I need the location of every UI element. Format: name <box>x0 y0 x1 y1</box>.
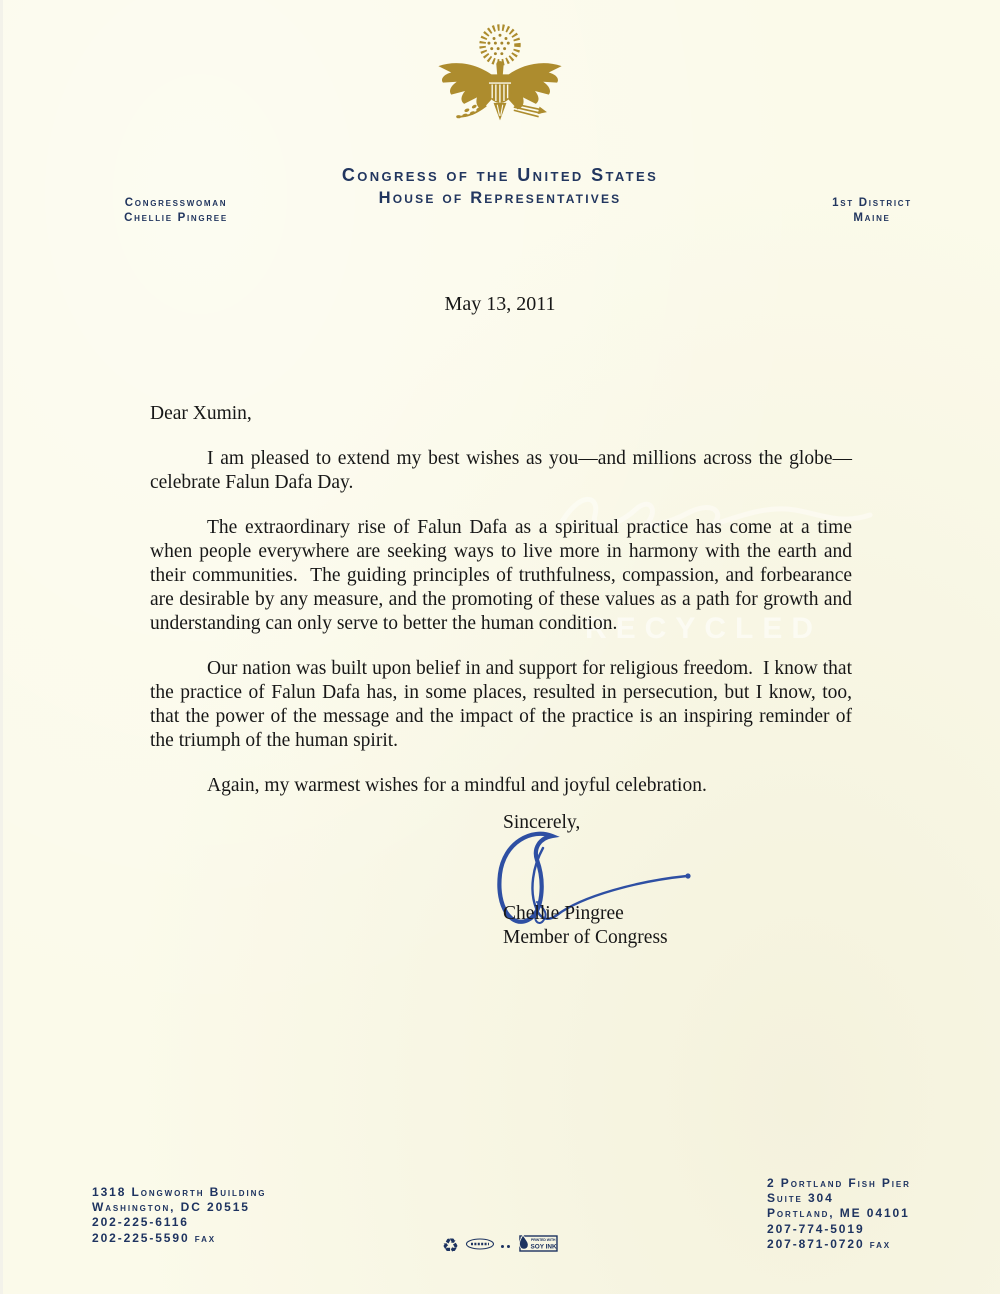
paragraph: Our nation was built upon belief in and support for religious freedom. I know that the practice of Falun Dafa has, in some places, resulted in persecution, but I know, too, that the power of the message and the impact of the practice is an inspiring reminder of the triumph of the human spirit. <box>150 658 857 751</box>
address-line: Portland, ME 04101 <box>767 1206 910 1221</box>
printing-marks <box>442 1234 558 1258</box>
salutation: Dear Xumin, <box>150 403 252 424</box>
org-name-line2: House of Representatives <box>378 189 622 207</box>
soy-ink-line2: SOY INK <box>530 1243 557 1251</box>
signer-name: Chellie Pingree <box>503 903 624 924</box>
address-line: Washington, DC 20515 <box>92 1200 250 1215</box>
great-seal-eagle-icon <box>431 20 569 154</box>
valediction: Sincerely, <box>503 812 581 833</box>
fax-line: 202-225-5590 fax <box>92 1230 217 1245</box>
letterhead-district-block <box>788 196 956 225</box>
district-line: 1st District <box>832 197 912 209</box>
fax-line: 207-871-0720 fax <box>767 1236 892 1251</box>
member-name: Chellie Pingree <box>124 211 228 224</box>
address-line: 1318 Longworth Building <box>92 1185 267 1199</box>
closing-block <box>490 812 750 962</box>
letter-body <box>150 402 857 819</box>
org-name-line1: Congress of the United States <box>341 165 659 185</box>
portland-office-address <box>767 1176 911 1252</box>
address-line: 2 Portland Fish Pier <box>767 1176 911 1190</box>
phone-line: 202-225-6116 <box>92 1215 189 1230</box>
member-role: Congresswoman <box>124 197 228 209</box>
state-line: Maine <box>853 211 891 224</box>
print-dots <box>501 1245 510 1248</box>
signer-title: Member of Congress <box>503 927 668 948</box>
soy-ink-icon <box>516 1234 558 1258</box>
paragraph: The extraordinary rise of Falun Dafa as a spiritual practice has come at a time when people everywhere are seeking ways to live more in harmony with the earth and their communities. The guiding principles of truthfulness, compassion, and forbearance are desirable by any measure, and the promoting of these values as a path for growth and understanding can only serve to better the human condition. <box>150 517 857 634</box>
date-line: May 13, 2011 <box>444 293 556 315</box>
dc-office-address <box>92 1185 266 1246</box>
paragraph: Again, my warmest wishes for a mindful and joyful celebration. <box>207 775 707 796</box>
letterhead-member-block <box>58 196 294 225</box>
recycled-watermark: RECYCLED <box>585 612 823 645</box>
phone-line: 207-774-5019 <box>767 1221 865 1236</box>
address-line: Suite 304 <box>767 1191 834 1206</box>
union-bug-icon <box>465 1237 495 1255</box>
soy-ink-line1: PRINTED WITH <box>531 1238 556 1242</box>
paragraph: I am pleased to extend my best wishes as you—and millions across the globe—celebrate Falun Dafa Day. <box>150 448 852 493</box>
recycle-icon: ♻ <box>441 1234 460 1257</box>
